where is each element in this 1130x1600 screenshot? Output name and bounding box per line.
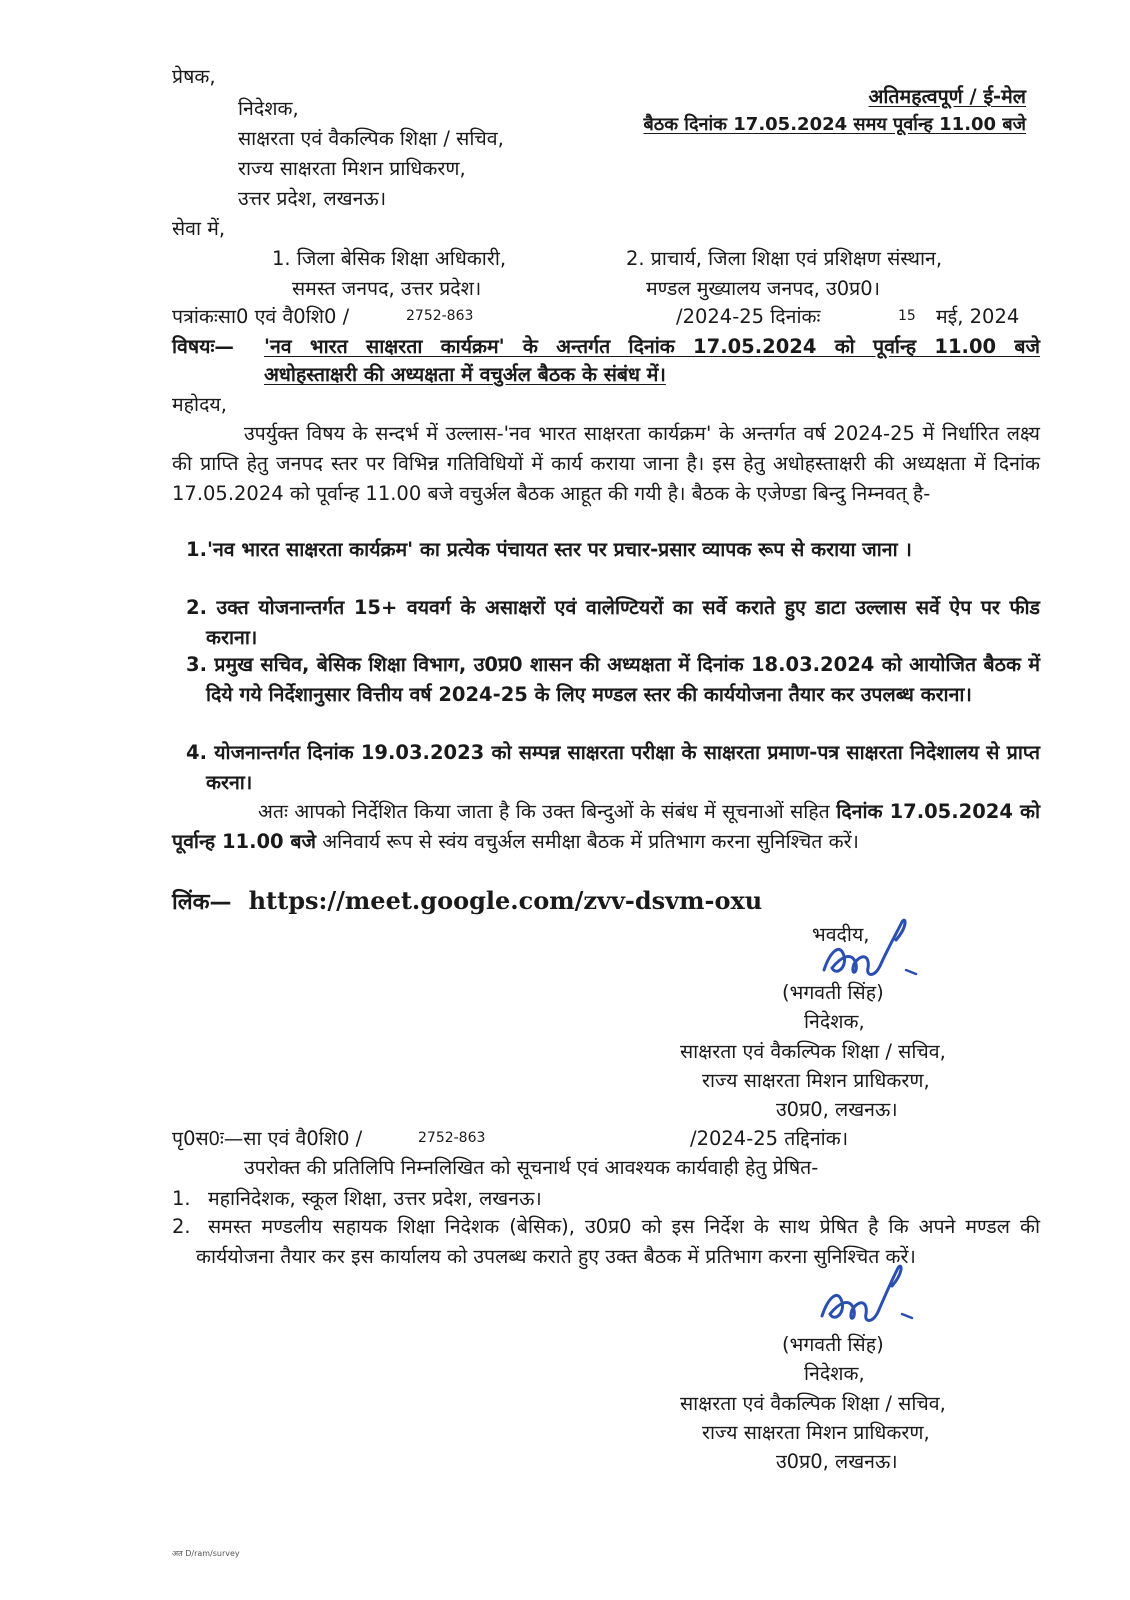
signature-2-line-2: साक्षरता एवं वैकल्पिक शिक्षा / सचिव, — [680, 1392, 946, 1415]
meeting-time-note: बैठक दिनांक 17.05.2024 समय पूर्वान्ह 11.00 बजे — [643, 114, 1026, 135]
copy-intro: उपरोक्त की प्रतिलिपि निम्नलिखित को सूचनार्थ एवं आवश्यक कार्यवाही हेतु प्रेषित- — [244, 1156, 819, 1179]
subject-line-1: 'नव भारत साक्षरता कार्यक्रम' के अन्तर्गत दिनांक 17.05.2024 को पूर्वान्ह 11.00 बजे — [264, 335, 1040, 358]
copy-ref-number: 2752-863 — [418, 1130, 486, 1146]
sender-line-2: साक्षरता एवं वैकल्पिक शिक्षा / सचिव, — [238, 127, 504, 150]
signature-1-line-2: साक्षरता एवं वैकल्पिक शिक्षा / सचिव, — [680, 1040, 946, 1063]
salutation: महोदय, — [172, 393, 227, 416]
footer-file-path: अत D/ram/survey — [172, 1549, 240, 1558]
body-paragraph: उपर्युक्त विषय के सन्दर्भ में उल्लास-'नव भारत साक्षरता कार्यक्रम' के अन्तर्गत वर्ष 2024-25 में निर्धारित लक्ष्य की प्राप्ति हेतु जनपद स्तर पर विभिन्न गतिविधियों में कार्य कराया जाना है। इस हेतु अधोहस्ताक्षरी की अध्यक्षता में दिनांक 17.05.2024 को पूर्वान्ह 11.00 बजे वचुर्अल बैठक आहूत की गयी है। बैठक के एजेण्डा बिन्दु निम्नवत् है- — [172, 422, 1040, 505]
signature-2-line-3: राज्य साक्षरता मिशन प्राधिकरण, — [702, 1421, 930, 1444]
sender-label: प्रेषक, — [172, 65, 216, 88]
sender-line-1: निदेशक, — [238, 97, 299, 120]
closing-meeting-time: दिनांक 17.05.2024 को पूर्वान्ह 11.00 बजे — [172, 800, 1041, 853]
reference-prefix: पत्रांकःसा0 एवं वै0शि0 / — [172, 305, 350, 328]
subject-label: विषयः— — [172, 335, 234, 358]
signature-1-line-1: निदेशक, — [804, 1010, 865, 1033]
copy-ref-suffix: /2024-25 तद्दिनांक। — [690, 1127, 849, 1150]
subject-line-2: अधोहस्ताक्षरी की अध्यक्षता में वचुर्अल बैठक के संबंध में। — [264, 363, 666, 386]
agenda-item-2: 2. उक्त योजनान्तर्गत 15+ वयवर्ग के असाक्षरों एवं वालेण्टियरों का सर्वे कराते हुए डाटा उल्लास सर्वे ऐप पर फीड कराना। — [186, 596, 1040, 649]
recipient-1-line-2: समस्त जनपद, उत्तर प्रदेश। — [292, 277, 482, 300]
recipient-2-line-2: मण्डल मुख्यालय जनपद, उ0प्र0। — [646, 277, 881, 300]
closing-part-1: अतः आपको निर्देशित किया जाता है कि उक्त बिन्दुओं के संबंध में सूचनाओं सहित — [258, 800, 830, 823]
closing-part-2: अनिवार्य रूप से स्वंय वचुर्अल समीक्षा बैठक में प्रतिभाग करना सुनिश्चित करें। — [316, 830, 859, 853]
copy-item-1: महानिदेशक, स्कूल शिक्षा, उत्तर प्रदेश, लखनऊ। — [208, 1187, 542, 1210]
link-label: लिंक— — [172, 890, 232, 915]
copy-item-2: समस्त मण्डलीय सहायक शिक्षा निदेशक (बेसिक), उ0प्र0 को इस निर्देश के साथ प्रेषित है कि अपने मण्डल की कार्ययोजना तैयार कर इस कार्यालय को उपलब्ध कराते हुए उक्त बैठक में प्रतिभाग करना सुनिश्चित करें। — [196, 1215, 1040, 1268]
meeting-link[interactable]: https://meet.google.com/zvv-dsvm-oxu — [248, 886, 763, 915]
signature-1-name: (भगवती सिंह) — [782, 981, 884, 1004]
reference-year: /2024-25 दिनांकः — [676, 305, 821, 328]
recipient-2-line-1: 2. प्राचार्य, जिला शिक्षा एवं प्रशिक्षण संस्थान, — [626, 247, 943, 270]
signature-2-line-4: उ0प्र0, लखनऊ। — [776, 1450, 898, 1473]
signature-1-line-3: राज्य साक्षरता मिशन प्राधिकरण, — [702, 1069, 930, 1092]
copy-ref-prefix: पृ0स0ः—सा एवं वै0शि0 / — [172, 1127, 363, 1150]
agenda-item-3: 3. प्रमुख सचिव, बेसिक शिक्षा विभाग, उ0प्र0 शासन की अध्यक्षता में दिनांक 18.03.2024 को आयोजित बैठक में दिये गये निर्देशानुसार वित्तीय वर्ष 2024-25 के लिए मण्डल स्तर की कार्ययोजना तैयार कर उपलब्ध कराना। — [186, 653, 1040, 706]
signature-2-name: (भगवती सिंह) — [782, 1333, 884, 1356]
recipient-1-line-1: 1. जिला बेसिक शिक्षा अधिकारी, — [272, 247, 507, 270]
reference-number: 2752-863 — [406, 308, 474, 324]
meeting-link-row — [172, 886, 762, 916]
signature-2-line-1: निदेशक, — [804, 1362, 865, 1385]
signature-2-mark — [808, 1256, 918, 1336]
recipients-label: सेवा में, — [172, 217, 226, 240]
agenda-item-1: 1.'नव भारत साक्षरता कार्यक्रम' का प्रत्येक पंचायत स्तर पर प्रचार-प्रसार व्यापक रूप से कराया जाना । — [186, 538, 912, 561]
signature-1-line-4: उ0प्र0, लखनऊ। — [776, 1098, 898, 1121]
copy-item-2-num: 2. — [172, 1215, 191, 1238]
priority-heading: अतिमहत्वपूर्ण / ई-मेल — [868, 85, 1026, 108]
reference-day: 15 — [898, 308, 916, 324]
copy-item-1-num: 1. — [172, 1187, 191, 1210]
agenda-item-4: 4. योजनान्तर्गत दिनांक 19.03.2023 को सम्पन्न साक्षरता परीक्षा के साक्षरता प्रमाण-पत्र साक्षरता निदेशालय से प्राप्त करना। — [186, 741, 1040, 794]
sender-line-3: राज्य साक्षरता मिशन प्राधिकरण, — [238, 157, 466, 180]
signoff-greeting: भवदीय, — [812, 923, 870, 946]
reference-month-year: मई, 2024 — [936, 305, 1020, 328]
sender-line-4: उत्तर प्रदेश, लखनऊ। — [238, 187, 387, 210]
closing-paragraph — [172, 797, 1040, 857]
